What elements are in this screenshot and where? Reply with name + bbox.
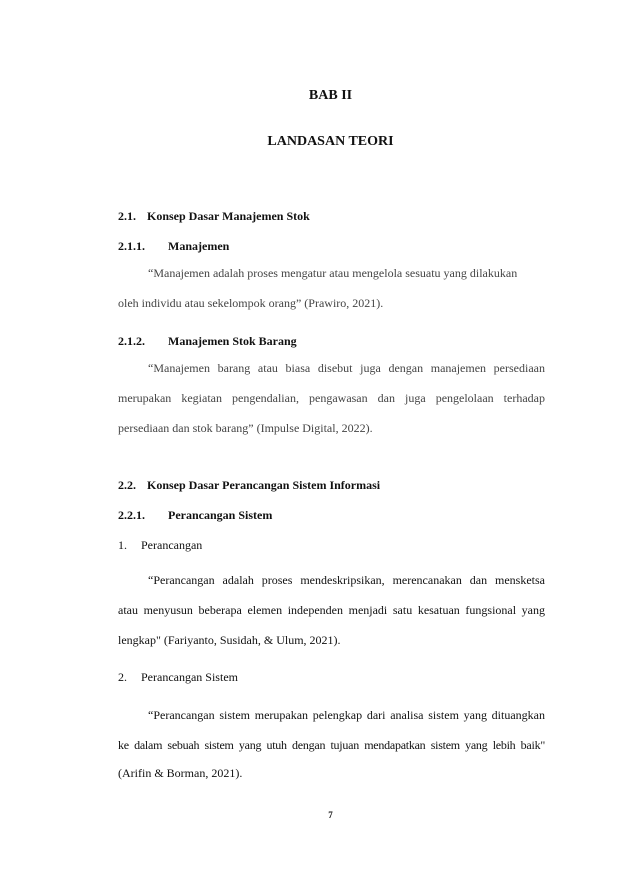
subsection-heading-2-1-1 bbox=[118, 239, 229, 254]
section-title: Konsep Dasar Perancangan Sistem Informasi bbox=[147, 478, 381, 492]
paragraph-line: “Manajemen barang atau biasa disebut juga dengan manajemen persediaan bbox=[148, 361, 545, 375]
list-item-1 bbox=[118, 538, 202, 553]
subsection-number: 2.2.1. bbox=[118, 508, 145, 522]
paragraph-line: lengkap" (Fariyanto, Susidah, & Ulum, 2021). bbox=[118, 633, 341, 647]
chapter-title: LANDASAN TEORI bbox=[267, 134, 394, 149]
paragraph-line: “Perancangan sistem merupakan pelengkap dari analisa sistem yang dituangkan bbox=[148, 708, 545, 722]
section-number: 2.1. bbox=[118, 209, 136, 223]
subsection-heading-2-1-2 bbox=[118, 334, 297, 349]
list-title: Perancangan bbox=[141, 538, 203, 552]
subsection-title: Perancangan Sistem bbox=[168, 508, 273, 522]
list-title: Perancangan Sistem bbox=[141, 670, 238, 684]
paragraph-line: “Perancangan adalah proses mendeskripsikan, merencanakan dan mensketsa bbox=[148, 573, 545, 587]
section-heading-2-1 bbox=[118, 209, 310, 224]
section-number: 2.2. bbox=[118, 478, 136, 492]
subsection-heading-2-2-1 bbox=[118, 508, 272, 523]
paragraph-line: oleh individu atau sekelompok orang” (Prawiro, 2021). bbox=[118, 296, 384, 310]
paragraph-line: “Manajemen adalah proses mengatur atau mengelola sesuatu yang dilakukan bbox=[148, 266, 518, 280]
paragraph-line: ke dalam sebuah sistem yang utuh dengan tujuan mendapatkan sistem yang lebih baik" bbox=[118, 738, 545, 752]
paragraph-line: atau menyusun beberapa elemen independen menjadi satu kesatuan fungsional yang bbox=[118, 603, 545, 617]
list-number: 1. bbox=[118, 538, 127, 552]
subsection-number: 2.1.1. bbox=[118, 239, 145, 253]
paragraph-line: (Arifin & Borman, 2021). bbox=[118, 766, 243, 780]
page-number: 7 bbox=[328, 810, 333, 820]
section-heading-2-2 bbox=[118, 478, 380, 493]
paragraph-line: persediaan dan stok barang” (Impulse Digital, 2022). bbox=[118, 421, 373, 435]
section-title: Konsep Dasar Manajemen Stok bbox=[147, 209, 310, 223]
subsection-title: Manajemen bbox=[168, 239, 230, 253]
list-number: 2. bbox=[118, 670, 127, 684]
subsection-number: 2.1.2. bbox=[118, 334, 145, 348]
chapter-number: BAB II bbox=[308, 88, 353, 103]
subsection-title: Manajemen Stok Barang bbox=[168, 334, 297, 348]
list-item-2 bbox=[118, 670, 238, 685]
paragraph-line: merupakan kegiatan pengendalian, pengawasan dan juga pengelolaan terhadap bbox=[118, 391, 545, 405]
